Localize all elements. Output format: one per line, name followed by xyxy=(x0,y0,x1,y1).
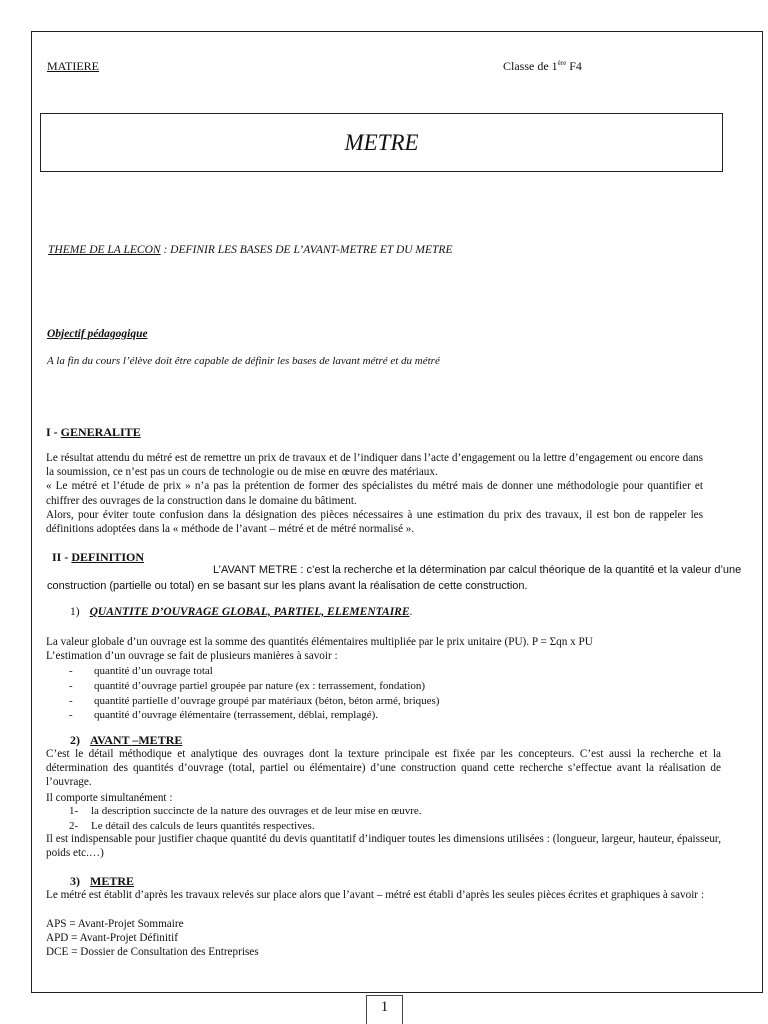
metre-line: DCE = Dossier de Consultation des Entreprises xyxy=(46,946,259,958)
theme-label: THEME DE LA LECON xyxy=(48,244,161,256)
list-item: - quantité d’ouvrage élémentaire (terrassement, déblai, remplagé). xyxy=(69,709,379,722)
metre-line: APD = Avant-Projet Définitif xyxy=(46,932,178,944)
lesson-theme xyxy=(48,244,452,256)
subsection-quantite-heading: 1) QUANTITE D’OUVRAGE GLOBAL, PARTIEL, ELEMENTAIRE. xyxy=(70,606,413,618)
class-label: Classe de 1ère F4 xyxy=(503,59,582,73)
quantite-line-2: L’estimation d’un ouvrage se fait de plusieurs manières à savoir : xyxy=(46,650,338,662)
quantite-line-1: La valeur globale d’un ouvrage est la somme des quantités élémentaires multipliée par le prix unitaire (PU). P = Σqn x PU xyxy=(46,636,593,648)
theme-text: : DEFINIR LES BASES DE L’AVANT-METRE ET DU METRE xyxy=(160,244,453,256)
list-item: - quantité d’ouvrage partiel groupée par nature (ex : terrassement, fondation) xyxy=(69,679,426,692)
objective-heading: Objectif pédagogique xyxy=(47,328,148,340)
generalite-paragraph: « Le métré et l’étude de prix » n’a pas la prétention de former des spécialistes du métré mais de donner une méthodologie pour quantifier et chiffrer des ouvrages de la construction dans le domaine du bâtiment. xyxy=(46,480,703,507)
generalite-paragraph: Le résultat attendu du métré est de remettre un prix de travaux et de l’indiquer dans l’acte d’engagement ou la lettre d’engagement ou encore dans la soumission, ce n’est pas un cours de technologie ou de mise en œuvre des matériaux. xyxy=(46,452,703,479)
list-item: - quantité d’un ouvrage total xyxy=(69,665,213,677)
avant-metre-list xyxy=(46,804,686,833)
quantite-list xyxy=(46,664,686,723)
objective-text: A la fin du cours l’élève doit être capable de définir les bases de lavant métré et du métré xyxy=(47,355,440,367)
list-item: 1- la description succincte de la nature des ouvrages et de leur mise en œuvre. xyxy=(69,805,422,817)
avant-metre-paragraph: C’est le détail méthodique et analytique des ouvrages dont la texture principale est fixée par les concepteurs. C’est aussi la recherche et la détermination des quantités d’ouvrage (total, partiel ou élémentaire) d’une construction quand cette recherche s’effectue avant la réalisation de l’ouvrage. xyxy=(46,748,721,789)
generalite-paragraph: Alors, pour éviter toute confusion dans la désignation des pièces nécessaires à une estimation du prix des travaux, il est bon de rappeler les définitions adoptées dans la « méthode de l’avant – métré et de métré normalisé ». xyxy=(46,508,703,536)
metre-line: APS = Avant-Projet Sommaire xyxy=(46,918,184,930)
section-generalite-heading: I - GENERALITE xyxy=(46,425,141,439)
subject-label: MATIERE xyxy=(47,59,99,73)
subsection-avant-metre-heading: 2) AVANT –METRE xyxy=(70,733,183,747)
avant-metre-intro: Il comporte simultanément : xyxy=(46,792,173,804)
definition-line-2: construction (partielle ou total) en se basant sur les plans avant la réalisation de cette construction. xyxy=(47,580,528,592)
page-number: 1 xyxy=(366,995,403,1024)
section-definition-heading: II - DEFINITION xyxy=(52,550,145,564)
list-item: - quantité partielle d’ouvrage groupé par matériaux (béton, béton armé, briques) xyxy=(69,694,440,707)
title-box xyxy=(40,113,723,172)
page-title: METRE xyxy=(344,129,419,155)
definition-line-1: L’AVANT METRE : c’est la recherche et la détermination par calcul théorique de la quantité et la valeur d’une xyxy=(213,564,742,576)
metre-paragraph: Le métré est établit d’après les travaux relevés sur place alors que l’avant – métré est établi d’après les seules pièces écrites et graphiques à savoir : xyxy=(46,889,704,901)
list-item: 2- Le détail des calculs de leurs quantités respectives. xyxy=(69,819,315,832)
avant-metre-closing: Il est indispensable pour justifier chaque quantité du devis quantitatif d’indiquer toutes les dimensions utilisées : (longueur, largeur, hauteur, épaisseur, poids etc.…) xyxy=(46,833,721,860)
subsection-metre-heading: 3) METRE xyxy=(70,874,135,888)
generalite-body xyxy=(46,451,703,536)
